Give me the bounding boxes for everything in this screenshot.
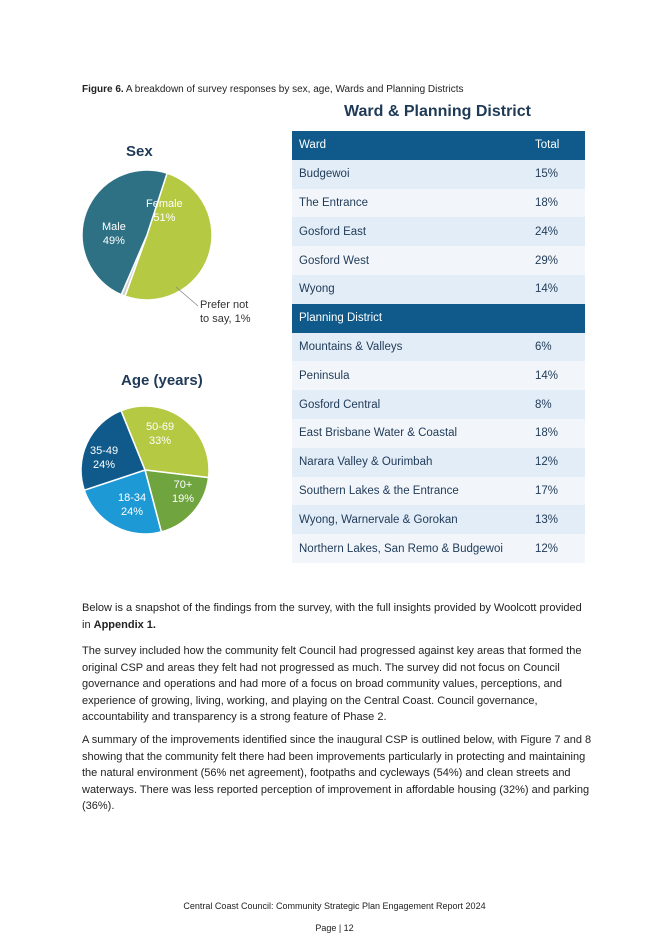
district-name-cell: Wyong, Warnervale & Gorokan bbox=[292, 505, 519, 534]
ward-total-cell: 18% bbox=[519, 189, 585, 218]
sex-pie-chart bbox=[80, 168, 214, 302]
age-label-70-plus-name: 70+ bbox=[173, 479, 193, 491]
ward-total-cell: 14% bbox=[519, 275, 585, 304]
ward-name-cell: Gosford East bbox=[292, 217, 519, 246]
ward-name-cell: Budgewoi bbox=[292, 160, 519, 189]
age-label-18-34-name: 18-34 bbox=[118, 492, 147, 504]
sex-label-female-name: Female bbox=[146, 198, 183, 210]
age-label-18-34 bbox=[118, 491, 146, 519]
district-name-cell: Northern Lakes, San Remo & Budgewoi bbox=[292, 534, 519, 563]
table-row bbox=[292, 275, 585, 304]
district-total-cell: 13% bbox=[519, 505, 585, 534]
sex-label-prefer-line2: to say, 1% bbox=[200, 313, 251, 325]
table-row bbox=[292, 246, 585, 275]
district-total-cell: 12% bbox=[519, 534, 585, 563]
district-total-cell: 12% bbox=[519, 448, 585, 477]
planning-district-header-label: Planning District bbox=[292, 304, 585, 333]
ward-name-cell: The Entrance bbox=[292, 189, 519, 218]
figure-caption-prefix: Figure 6. bbox=[82, 84, 124, 95]
table-row bbox=[292, 361, 585, 390]
age-label-35-49-value: 24% bbox=[93, 459, 116, 471]
district-name-cell: Gosford Central bbox=[292, 390, 519, 419]
sex-chart-title: Sex bbox=[126, 143, 153, 160]
district-name-cell: East Brisbane Water & Coastal bbox=[292, 419, 519, 448]
footer-page-number: Page | 12 bbox=[315, 923, 354, 933]
ward-header-row bbox=[292, 131, 585, 160]
sex-label-prefer-not bbox=[200, 298, 251, 326]
age-label-50-69 bbox=[146, 420, 174, 448]
district-name-cell: Mountains & Valleys bbox=[292, 333, 519, 362]
district-name-cell: Narara Valley & Ourimbah bbox=[292, 448, 519, 477]
table-row bbox=[292, 160, 585, 189]
sex-leader-line bbox=[0, 0, 1, 1]
age-label-50-69-name: 50-69 bbox=[146, 421, 175, 433]
ward-total-cell: 24% bbox=[519, 217, 585, 246]
sex-label-female-value: 51% bbox=[153, 212, 176, 224]
paragraph-improvements-summary: A summary of the improvements identified since the inaugural CSP is outlined below, with Figure 7 and 8 showing that the community felt there had been improvements particularly in protecting and maintaining the natural environment (56% net agreement), footpaths and cycleways (54%) and clean streets and waterways. There was less reported perception of improvement in affordable housing (32%) and parking (36%). bbox=[82, 734, 592, 813]
ward-total-cell: 29% bbox=[519, 246, 585, 275]
figure-caption bbox=[82, 84, 464, 95]
table-row bbox=[292, 419, 585, 448]
sex-label-male-value: 49% bbox=[102, 235, 125, 247]
paragraph-intro bbox=[82, 600, 592, 633]
age-label-50-69-value: 33% bbox=[149, 435, 172, 447]
sex-label-male bbox=[102, 220, 126, 248]
sex-label-female bbox=[146, 197, 183, 225]
district-name-cell: Southern Lakes & the Entrance bbox=[292, 477, 519, 506]
planning-district-header-row bbox=[292, 304, 585, 333]
ward-header-total: Total bbox=[519, 131, 585, 160]
ward-header-label: Ward bbox=[292, 131, 519, 160]
age-label-18-34-value: 24% bbox=[121, 506, 144, 518]
appendix-reference: Appendix 1. bbox=[93, 618, 156, 631]
paragraph-survey-scope: The survey included how the community felt Council had progressed against key areas that formed the original CSP and areas they felt had not progressed as much. The survey did not focus on Council governance and operations and had more of a focus on broad community values, perceptions, and experience of growing, living, working, and playing on the Central Coast. Council governance, accountability and transparency is a strong feature of Phase 2. bbox=[82, 645, 582, 724]
paragraph-intro-text: Below is a snapshot of the findings from the survey, with the full insights provided by Woolcott provided in bbox=[82, 602, 582, 631]
age-label-35-49-name: 35-49 bbox=[90, 445, 119, 457]
ward-table-title: Ward & Planning District bbox=[344, 103, 531, 120]
sex-label-male-name: Male bbox=[102, 221, 126, 233]
district-total-cell: 8% bbox=[519, 390, 585, 419]
district-total-cell: 17% bbox=[519, 477, 585, 506]
footer-report-title: Central Coast Council: Community Strategic Plan Engagement Report 2024 bbox=[183, 901, 486, 911]
district-total-cell: 14% bbox=[519, 361, 585, 390]
district-total-cell: 18% bbox=[519, 419, 585, 448]
age-label-70-plus-value: 19% bbox=[172, 493, 195, 505]
table-row bbox=[292, 505, 585, 534]
table-row bbox=[292, 333, 585, 362]
ward-table bbox=[292, 131, 585, 563]
age-label-35-49 bbox=[90, 444, 118, 472]
figure-caption-text: A breakdown of survey responses by sex, age, Wards and Planning Districts bbox=[123, 84, 464, 95]
ward-total-cell: 15% bbox=[519, 160, 585, 189]
age-label-70-plus bbox=[172, 478, 194, 506]
table-row bbox=[292, 448, 585, 477]
table-row bbox=[292, 390, 585, 419]
ward-name-cell: Wyong bbox=[292, 275, 519, 304]
district-total-cell: 6% bbox=[519, 333, 585, 362]
sex-label-prefer-line1: Prefer not bbox=[200, 299, 249, 311]
district-name-cell: Peninsula bbox=[292, 361, 519, 390]
table-row bbox=[292, 217, 585, 246]
table-row bbox=[292, 189, 585, 218]
ward-name-cell: Gosford West bbox=[292, 246, 519, 275]
table-row bbox=[292, 534, 585, 563]
age-chart-title: Age (years) bbox=[121, 372, 203, 389]
table-row bbox=[292, 477, 585, 506]
